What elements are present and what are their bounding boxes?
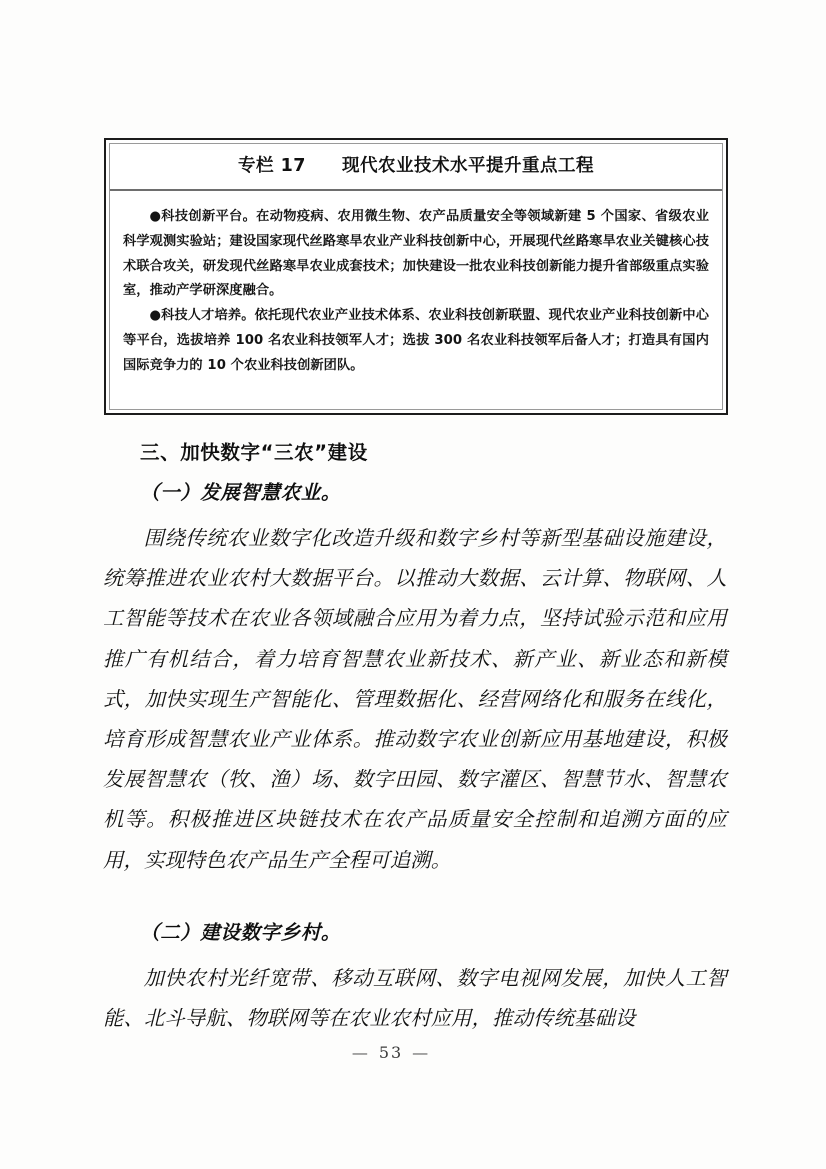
page-footer (0, 1043, 826, 1062)
section-heading-three: 三、加快数字“三农”建设 (140, 441, 368, 464)
callout-title: 专栏 17 现代农业技术水平提升重点工程 (110, 144, 722, 191)
page-number: 53 (378, 1043, 404, 1062)
callout-paragraph-innovation-platform: ●科技创新平台。在动物疫病、农用微生物、农产品质量安全等领域新建 5 个国家、省级农业科学观测实验站；建设国家现代丝路寒旱农业产业科技创新中心，开展现代丝路寒旱农业关键核心技术联合攻关，研发现代丝路寒旱农业成套技术；加快建设一批农业科技创新能力提升省部级重点实验室，推动产学研深度融合。 (123, 208, 709, 299)
callout-inner-frame (109, 143, 723, 410)
footer-dash-left: — (351, 1043, 370, 1062)
body-block-one (103, 518, 727, 880)
subsection-heading-one: （一）发展智慧农业。 (140, 481, 342, 504)
callout-body (110, 191, 722, 409)
callout-paragraph-talent-cultivation: ●科技人才培养。依托现代农业产业技术体系、农业科技创新联盟、现代农业产业科技创新中心等平台，选拔培养 100 名农业科技领军人才；选拔 300 名农业科技领军后备人才；打造具有国内国际竞争力的 10 个农业科技创新团队。 (123, 308, 709, 373)
callout-box-column-17 (104, 138, 728, 415)
footer-dash-right: — (412, 1043, 431, 1062)
body-block-two (103, 958, 727, 1038)
body-paragraph-smart-agriculture: 围绕传统农业数字化改造升级和数字乡村等新型基础设施建设，统筹推进农业农村大数据平台。以推动大数据、云计算、物联网、人工智能等技术在农业各领域融合应用为着力点，坚持试验示范和应用推广有机结合，着力培育智慧农业新技术、新产业、新业态和新模式，加快实现生产智能化、管理数据化、经营网络化和服务在线化，培育形成智慧农业产业体系。推动数字农业创新应用基地建设，积极发展智慧农（牧、渔）场、数字田园、数字灌区、智慧节水、智慧农机等。积极推进区块链技术在农产品质量安全控制和追溯方面的应用，实现特色农产品生产全程可追溯。 (103, 526, 727, 872)
subsection-heading-two: （二）建设数字乡村。 (140, 921, 342, 944)
body-paragraph-digital-village: 加快农村光纤宽带、移动互联网、数字电视网发展，加快人工智能、北斗导航、物联网等在农业农村应用，推动传统基础设 (103, 966, 727, 1031)
